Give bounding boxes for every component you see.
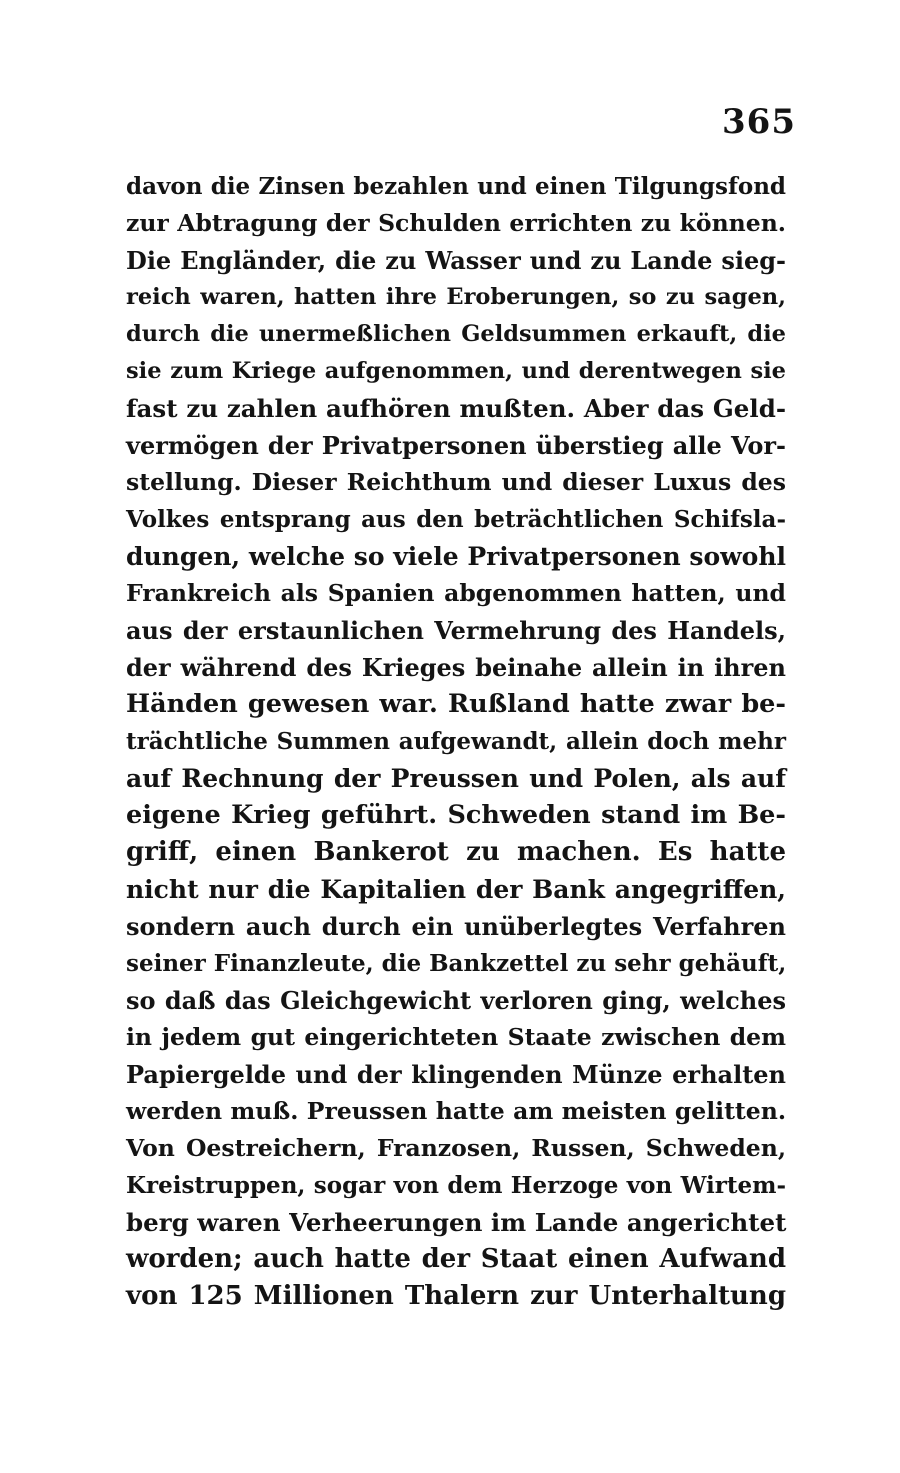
text-line: Papiergelde und der klingenden Münze erhalten xyxy=(126,1060,786,1089)
text-line: stellung. Dieser Reichthum und dieser Luxus des xyxy=(126,468,786,496)
text-line: so daß das Gleichgewicht verloren ging, welches xyxy=(126,986,786,1015)
text-line: werden muß. Preussen hatte am meisten gelitten. xyxy=(126,1097,786,1125)
text-line: aus der erstaunlichen Vermehrung des Handels, xyxy=(126,616,786,645)
text-line: griff, einen Bankerot zu machen. Es hatte xyxy=(126,837,786,867)
text-line: eigene Krieg geführt. Schweden stand im Be- xyxy=(126,800,786,830)
text-line: Händen gewesen war. Rußland hatte zwar be- xyxy=(126,689,786,719)
text-line: Kreistruppen, sogar von dem Herzoge von Wirtem- xyxy=(126,1172,786,1199)
text-line: berg waren Verheerungen im Lande angerichtet xyxy=(126,1208,787,1237)
text-line: reich waren, hatten ihre Eroberungen, so zu sagen, xyxy=(126,284,786,310)
text-line: von 125 Millionen Thalern zur Unterhaltung xyxy=(126,1281,786,1311)
text-line: seiner Finanzleute, die Bankzettel zu sehr gehäuft, xyxy=(126,950,787,977)
text-line: zur Abtragung der Schulden errichten zu können. xyxy=(126,209,786,237)
text-line: auf Rechnung der Preussen und Polen, als auf xyxy=(126,764,786,793)
page-number: 365 xyxy=(722,102,796,142)
text-line: durch die unermeßlichen Geldsummen erkauft, die xyxy=(126,321,786,347)
text-line: sondern auch durch ein unüberlegtes Verfahren xyxy=(126,912,786,941)
text-line: der während des Krieges beinahe allein in ihren xyxy=(126,653,786,682)
text-line: worden; auch hatte der Staat einen Aufwand xyxy=(126,1244,786,1274)
text-line: dungen, welche so viele Privatpersonen sowohl xyxy=(126,542,786,571)
text-line: sie zum Kriege aufgenommen, und derentwegen sie xyxy=(126,358,786,384)
text-line: Von Oestreichern, Franzosen, Russen, Schweden, xyxy=(126,1134,786,1162)
text-line: Die Engländer, die zu Wasser und zu Lande sieg- xyxy=(126,246,786,275)
text-line: fast zu zahlen aufhören mußten. Aber das Geld- xyxy=(126,394,786,423)
text-line: vermögen der Privatpersonen überstieg alle Vor- xyxy=(126,431,786,460)
text-line: davon die Zinsen bezahlen und einen Tilgungsfond xyxy=(126,173,786,200)
text-line: trächtliche Summen aufgewandt, allein doch mehr xyxy=(126,728,786,755)
text-line: in jedem gut eingerichteten Staate zwischen dem xyxy=(126,1023,786,1051)
text-line: Volkes entsprang aus den beträchtlichen Schifsla- xyxy=(126,506,786,533)
text-line: nicht nur die Kapitalien der Bank angegriffen, xyxy=(126,875,786,904)
text-line: Frankreich als Spanien abgenommen hatten, und xyxy=(126,579,786,607)
body-text xyxy=(126,168,786,1315)
